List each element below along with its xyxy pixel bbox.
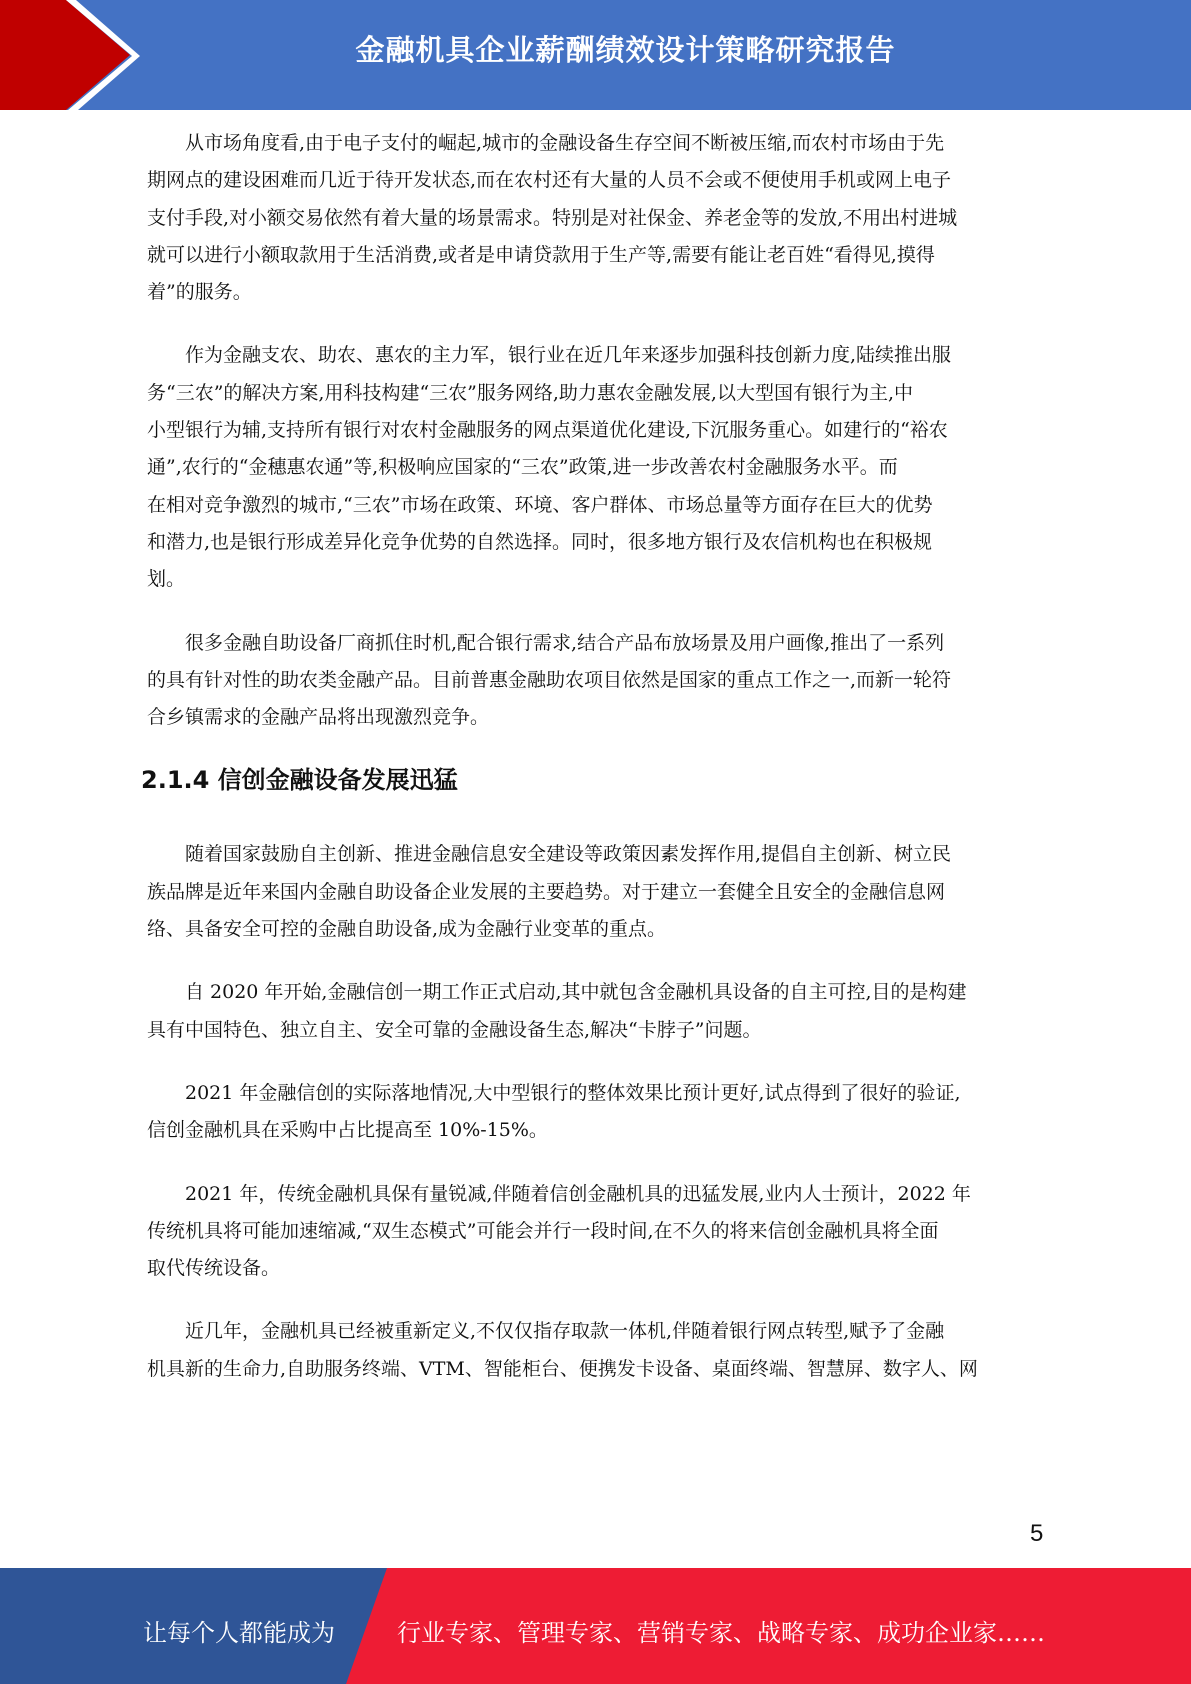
paragraph-line: 具有中国特色、独立自主、安全可靠的金融设备生态,解决“卡脖子”问题。	[147, 1018, 762, 1041]
paragraph	[147, 836, 1047, 948]
document-title: 金融机具企业薪酬绩效设计策略研究报告	[355, 33, 896, 67]
paragraph-line: 务“三农”的解决方案,用科技构建“三农”服务网络,助力惠农金融发展,以大型国有银行为主,中	[147, 381, 914, 404]
paragraph-line: 着”的服务。	[147, 281, 252, 304]
paragraph-line: 络、具备安全可控的金融自助设备,成为金融行业变革的重点。	[147, 918, 667, 941]
paragraph-line: 就可以进行小额取款用于生活消费,或者是申请贷款用于生产等,需要有能让老百姓“看得见,摸得	[147, 243, 935, 266]
paragraph-line: 支付手段,对小额交易依然有着大量的场景需求。特别是对社保金、养老金等的发放,不用出村进城	[147, 206, 958, 229]
paragraph	[147, 1313, 1047, 1388]
paragraph	[147, 337, 1047, 598]
paragraph-line: 通”,农行的“金穗惠农通”等,积极响应国家的“三农”政策,进一步改善农村金融服务水平。而	[147, 456, 898, 479]
page-number: 5	[1030, 1520, 1044, 1547]
paragraph-line: 机具新的生命力,自助服务终端、VTM、智能柜台、便携发卡设备、桌面终端、智慧屏、数字人、网	[147, 1357, 978, 1380]
paragraph	[147, 625, 1047, 737]
paragraph	[147, 974, 1047, 1049]
paragraph-line: 从市场角度看,由于电子支付的崛起,城市的金融设备生存空间不断被压缩,而农村市场由于先	[185, 132, 945, 154]
document-body	[141, 125, 1047, 1414]
paragraph-line: 自 2020 年开始,金融信创一期工作正式启动,其中就包含金融机具设备的自主可控,目的是构建	[185, 981, 967, 1004]
paragraph-line: 2021 年金融信创的实际落地情况,大中型银行的整体效果比预计更好,试点得到了很好的验证,	[185, 1081, 961, 1104]
paragraph-line: 族品牌是近年来国内金融自助设备企业发展的主要趋势。对于建立一套健全且安全的金融信息网	[147, 880, 946, 903]
paragraph-line: 近几年，金融机具已经被重新定义,不仅仅指存取款一体机,伴随着银行网点转型,赋予了金融	[185, 1320, 945, 1343]
paragraph-line: 在相对竞争激烈的城市,“三农”市场在政策、环境、客户群体、市场总量等方面存在巨大的优势	[147, 493, 933, 516]
paragraph-line: 很多金融自助设备厂商抓住时机,配合银行需求,结合产品布放场景及用户画像,推出了一系列	[185, 631, 945, 654]
paragraph-line: 作为金融支农、助农、惠农的主力军，银行业在近几年来逐步加强科技创新力度,陆续推出服	[185, 344, 952, 367]
paragraph	[147, 1176, 1047, 1288]
paragraph	[147, 125, 1047, 311]
section-heading: 2.1.4 信创金融设备发展迅猛	[141, 766, 458, 795]
page-footer	[0, 1568, 1191, 1684]
page-header	[0, 0, 1191, 110]
paragraph-line: 小型银行为辅,支持所有银行对农村金融服务的网点渠道优化建设,下沉服务重心。如建行的“裕农	[147, 419, 948, 442]
footer-slogan-right: 行业专家、管理专家、营销专家、战略专家、成功企业家……	[397, 1619, 1045, 1647]
paragraph	[147, 1075, 1047, 1150]
paragraph-line: 2021 年，传统金融机具保有量锐减,伴随着信创金融机具的迅猛发展,业内人士预计，2022 年	[185, 1182, 971, 1205]
paragraph-line: 期网点的建设困难而几近于待开发状态,而在农村还有大量的人员不会或不便使用手机或网上电子	[147, 169, 952, 192]
paragraph-line: 传统机具将可能加速缩减,“双生态模式”可能会并行一段时间,在不久的将来信创金融机具将全面	[147, 1219, 939, 1242]
paragraph-line: 的具有针对性的助农类金融产品。目前普惠金融助农项目依然是国家的重点工作之一,而新一轮符	[147, 668, 952, 691]
paragraph-line: 合乡镇需求的金融产品将出现激烈竞争。	[147, 706, 490, 729]
paragraph-line: 划。	[147, 568, 186, 591]
paragraph-line: 和潜力,也是银行形成差异化竞争优势的自然选择。同时，很多地方银行及农信机构也在积极规	[147, 530, 933, 553]
paragraph-line: 信创金融机具在采购中占比提高至 10%-15%。	[147, 1119, 548, 1142]
paragraph-line: 取代传统设备。	[147, 1257, 281, 1280]
paragraph-line: 随着国家鼓励自主创新、推进金融信息安全建设等政策因素发挥作用,提倡自主创新、树立民	[185, 843, 952, 866]
footer-slogan-left: 让每个人都能成为	[143, 1619, 335, 1647]
